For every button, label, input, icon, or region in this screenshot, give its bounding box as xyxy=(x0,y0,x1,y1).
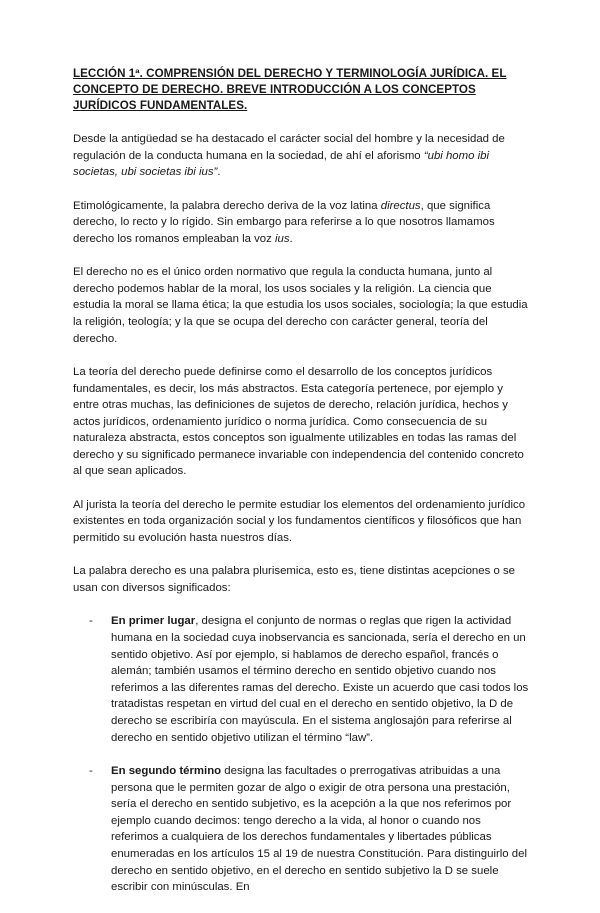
list-item-lead: En segundo término xyxy=(111,764,222,777)
lesson-title: LECCIÓN 1ª. COMPRENSIÓN DEL DERECHO Y TERMINOLOGÍA JURÍDICA. EL CONCEPTO DE DERECHO. BREVE INTRODUCCIÓN A LOS CONCEPTOS JURÍDICOS FUNDAMENTALES. xyxy=(73,67,507,112)
paragraph-end: . xyxy=(217,166,221,179)
paragraph-plurisemic: La palabra derecho es una palabra plurisemica, esto es, tiene distintas acepciones o se usan con diversos significados: xyxy=(73,565,515,595)
paragraph-etymology xyxy=(73,198,529,248)
paragraph-end: . xyxy=(289,232,293,245)
paragraph-social-character xyxy=(73,131,529,181)
latin-aphorism: “ubi homo ibi societas, ubi societas ibi ius” xyxy=(73,149,490,179)
paragraph-legal-theory: La teoría del derecho puede definirse como el desarrollo de los conceptos jurídicos fundamentales, es decir, los más abstractos. Esta categoría pertenece, por ejemplo y entre otras muchas, las definiciones de sujetos de derecho, relación jurídica, hechos y actos jurídicos, ordenamiento jurídico o norma jurídica. Como consecuencia de su naturaleza abstracta, estos conceptos son igualmente utilizables en todas las ramas del derecho y su significado permanece invariable con independencia del contenido concreto al que sean aplicados. xyxy=(73,365,524,478)
list-dash: - xyxy=(89,615,93,628)
paragraph-text: Desde la antigüedad se ha destacado el carácter social del hombre y la necesidad de regulación de la conducta humana en la sociedad, de ahí el aforismo xyxy=(73,133,505,162)
paragraph-jurist: Al jurista la teoría del derecho le permite estudiar los elementos del ordenamiento jurídico existentes en toda organización social y los fundamentos científicos y filosóficos que han permitido su evolución hasta nuestros días. xyxy=(73,498,526,545)
list-item-text: , designa el conjunto de normas o reglas que rigen la actividad humana en la sociedad cuya inobservancia es sancionada, sería el derecho en un sentido objetivo. Así por ejemplo, si hablamos de derecho español, francés o alemán; también usamos el término derecho en sentido objetivo cuando nos referimos a las diferentes ramas del derecho. Existe un acuerdo que casi todos los tratadistas respetan en virtud del cual en el derecho en sentido objetivo, la D de derecho se escribiría con mayúscula. En el sistema anglosajón para referirse al derecho en sentido objetivo utilizan el término “law”. xyxy=(111,615,529,744)
latin-term-directus: directus xyxy=(380,199,421,212)
latin-term-ius: ius xyxy=(274,232,290,245)
paragraph-text: Etimológicamente, la palabra derecho deriva de la voz latina xyxy=(73,199,381,212)
document-page xyxy=(73,66,529,913)
list-item-text: designa las facultades o prerrogativas atribuidas a una persona que le permiten gozar de algo o exigir de otra persona una prestación, sería el derecho en sentido subjetivo, es la acepción a la que nos referimos por ejemplo cuando decimos: tengo derecho a la vida, al honor o cuando nos referimos a cualquiera de los derechos fundamentales y libertades públicas enumeradas en los artículos 15 al 19 de nuestra Constitución. Para distinguirlo del derecho en sentido objetivo, en el derecho en sentido subjetivo la D se suele escribir con minúsculas. En xyxy=(111,764,528,894)
meanings-list xyxy=(73,613,529,895)
list-item xyxy=(89,613,529,746)
paragraph-normative-orders: El derecho no es el único orden normativo que regula la conducta humana, junto al derecho podemos hablar de la moral, los usos sociales y la religión. La ciencia que estudia la moral se llama ética; la que estudia los usos sociales, sociología; la que estudia la religión, teología; y la que se ocupa del derecho con carácter general, teoría del derecho. xyxy=(73,266,528,345)
list-item xyxy=(89,763,529,896)
list-dash: - xyxy=(89,764,93,777)
paragraph-text: , que significa derecho, lo recto y lo rígido. Sin embargo para referirse a lo que nosotros llamamos derecho los romanos empleaban la voz xyxy=(73,199,495,245)
list-item-lead: En primer lugar xyxy=(111,615,196,628)
